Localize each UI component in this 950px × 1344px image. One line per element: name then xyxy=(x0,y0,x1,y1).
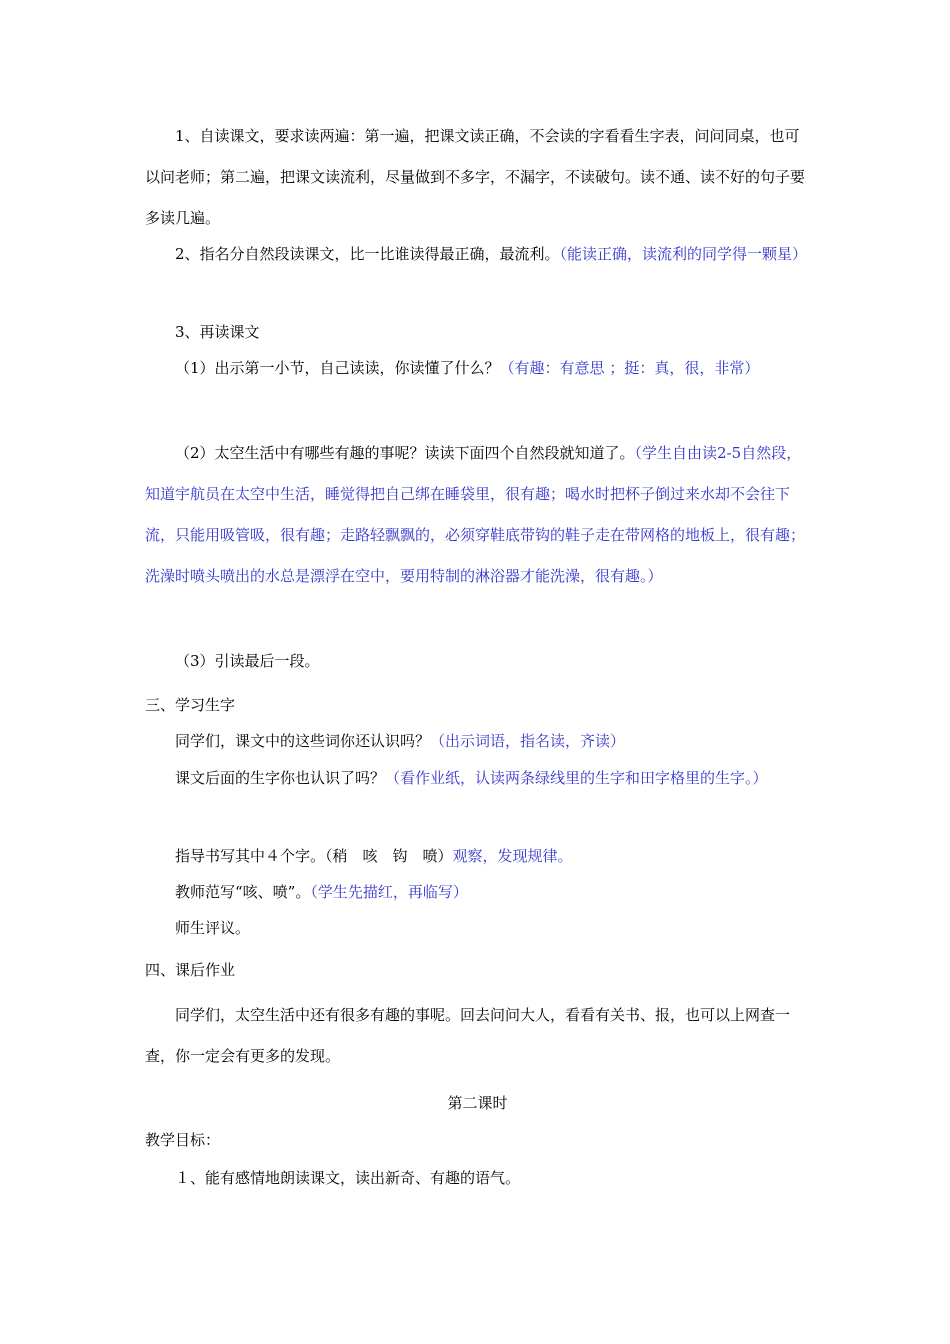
paragraph-reread: 3、再读课文 xyxy=(175,323,260,341)
heading-teaching-goals: 教学目标： xyxy=(145,1131,221,1149)
note-text: （看作业纸，认读两条绿线里的生字和田字格里的生字。） xyxy=(385,769,768,787)
note-text: （学生先描红，再临写） xyxy=(310,883,468,901)
paragraph-named-reading: 2、指名分自然段读课文，比一比谁读得最正确，最流利。（能读正确，读流利的同学得一颗星） xyxy=(175,245,808,263)
note-text: （能读正确，读流利的同学得一颗星） xyxy=(559,245,808,263)
paragraph-section-one: （1）出示第一小节，自己读读，你读懂了什么？（有趣：有意思 ；挺：真，很，非常） xyxy=(175,359,760,377)
heading-homework: 四、课后作业 xyxy=(145,961,236,979)
paragraph-words: 同学们，课文中的这些词你还认识吗？（出示词语，指名读，齐读） xyxy=(175,732,626,750)
paragraph-space-life: （2）太空生活中有哪些有趣的事呢？读读下面四个自然段就知道了。（学生自由读2-5自然段，知道宇航员在太空中生活，睡觉得把自己绑在睡袋里，很有趣；喝水时把杯子倒过来水却不会往下流，只能用吸管吸，很有趣；走路轻飘飘的，必须穿鞋底带钩的鞋子走在带网格的地板上，很有趣；洗澡时喷头喷出的水总是漂浮在空中，要用特制的淋浴器才能洗澡，很有趣。） xyxy=(145,444,806,585)
heading-learn-characters: 三、学习生字 xyxy=(145,696,236,714)
note-text: （学生自由读2-5自然段，知道宇航员在太空中生活，睡觉得把自己绑在睡袋里，很有趣；喝水时把杯子倒过来水却不会往下流，只能用吸管吸，很有趣；走路轻飘飘的，必须穿鞋底带钩的鞋子走在带网格的地板上，很有趣；洗澡时喷头喷出的水总是漂浮在空中，要用特制的淋浴器才能洗澡，很有趣。） xyxy=(145,444,806,585)
paragraph-homework: 同学们，太空生活中还有很多有趣的事呢。回去问问大人，看看有关书、报，也可以上网查一查，你一定会有更多的发现。 xyxy=(145,1006,791,1065)
section-title-second-lesson: 第二课时 xyxy=(447,1094,508,1112)
paragraph-review: 师生评议。 xyxy=(175,919,251,937)
paragraph-writing-guide: 指导书写其中４个字。（稍 咳 钩 喷）观察，发现规律。 xyxy=(175,847,573,865)
goal-item-1: １、能有感情地朗读课文，读出新奇、有趣的语气。 xyxy=(175,1169,521,1187)
paragraph-new-characters: 课文后面的生字你也认识了吗？（看作业纸，认读两条绿线里的生字和田字格里的生字。） xyxy=(175,769,768,787)
paragraph-last-section: （3）引读最后一段。 xyxy=(175,652,320,670)
paragraph-self-reading: 1、自读课文，要求读两遍：第一遍，把课文读正确，不会读的字看看生字表，问问同桌，也可以问老师；第二遍，把课文读流利，尽量做到不多字，不漏字，不读破句。读不通、读不好的句子要多读几遍。 xyxy=(145,127,806,227)
note-text: 观察，发现规律。 xyxy=(452,847,573,865)
paragraph-teacher-demo: 教师范写“咳、喷”。（学生先描红，再临写） xyxy=(175,883,468,901)
note-text: （有趣：有意思 ；挺：真，很，非常） xyxy=(499,359,760,377)
note-text: （出示词语，指名读，齐读） xyxy=(430,732,626,750)
